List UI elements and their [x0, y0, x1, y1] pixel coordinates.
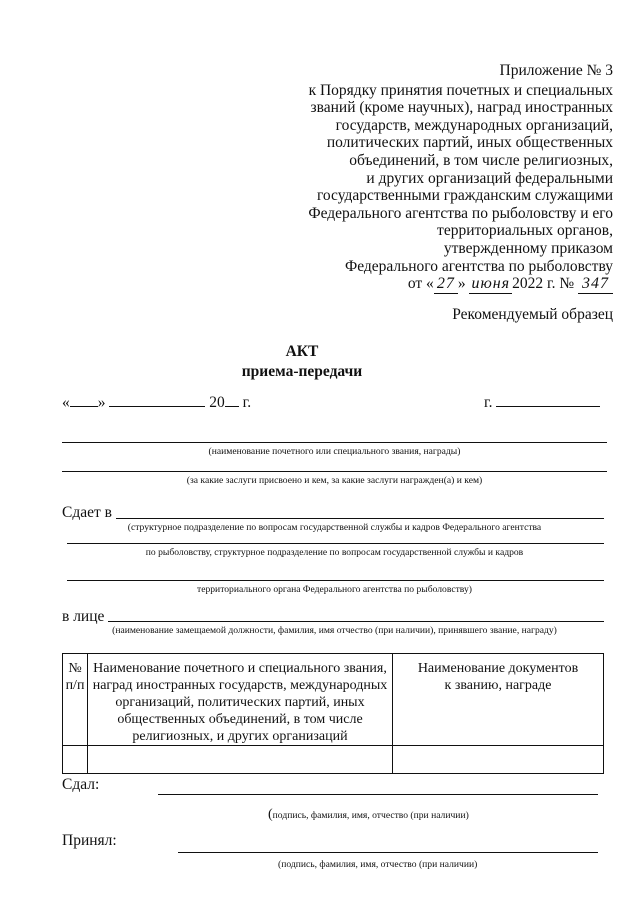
header-line: территориальных органов, [437, 222, 613, 240]
recommended-sample-label: Рекомендуемый образец [452, 306, 613, 323]
in-person-line[interactable] [108, 621, 604, 622]
header-line: государств, международных организаций, [335, 116, 613, 134]
gave-signature-caption: (подпись, фамилия, имя, отчество (при наличии) [268, 807, 469, 822]
header-line: званий (кроме научных), наград иностранных [310, 99, 613, 117]
appendix-header [308, 62, 613, 294]
gave-signature-line[interactable] [158, 794, 598, 795]
order-month: июня [471, 275, 511, 293]
merits-caption: (за какие заслуги присвоено и кем, за какие заслуги награжден(а) и кем) [186, 475, 483, 486]
city-line: г. [484, 394, 600, 412]
dept-caption-1: (структурное подразделение по вопросам государственной службы и кадров Федерального агентства [127, 522, 542, 533]
handover-line-2[interactable] [67, 543, 604, 544]
header-line: к Порядку принятия почетных и специальных [308, 81, 613, 99]
header-line: утвержденному приказом [443, 239, 613, 257]
dept-caption-3: территориального органа Федерального агентства по рыболовству) [197, 584, 472, 595]
header-line: Федерального агентства по рыболовству [344, 257, 613, 275]
order-day: 27 [434, 275, 458, 294]
handover-line-3[interactable] [67, 580, 604, 581]
award-name-line[interactable] [62, 442, 607, 443]
day-blank[interactable] [70, 406, 98, 407]
award-name-caption: (наименование почетного или специального звания, награды) [208, 446, 461, 457]
date-line: « » 20 г. [62, 394, 252, 411]
header-award-name: Наименование почетного и специального звания, наград иностранных государств, международных организаций, политических партий, иных общественных объединений, в том числе религиозных, и других организаций [88, 654, 393, 746]
month-blank[interactable] [109, 406, 205, 407]
header-line: и других организаций федеральными [366, 169, 613, 187]
header-line: политических партий, иных общественных [326, 134, 613, 152]
header-line: Федерального агентства по рыболовству и его [308, 204, 613, 222]
in-person-label: в лице [62, 608, 105, 625]
appendix-number: Приложение № 3 [499, 62, 613, 79]
handover-label: Сдает в [62, 504, 112, 521]
merits-line[interactable] [62, 471, 607, 472]
empty-cell[interactable] [88, 746, 393, 774]
order-reference: от « 27 » июня 2022 г. № 347 [308, 275, 613, 294]
header-documents: Наименование документов к званию, награде [393, 654, 604, 746]
order-number: 347 [578, 275, 613, 294]
handover-line-1[interactable] [116, 518, 604, 519]
empty-cell[interactable] [63, 746, 88, 774]
header-number: № п/п [63, 654, 88, 746]
empty-cell[interactable] [393, 746, 604, 774]
document-subtitle: приема-передачи [241, 363, 363, 380]
gave-label: Сдал: [62, 776, 100, 793]
items-table [62, 653, 604, 774]
year-blank[interactable] [225, 406, 239, 407]
dept-caption-2: по рыболовству, структурное подразделение по вопросам государственной службы и кадров [145, 547, 524, 558]
header-line: объединений, в том числе религиозных, [349, 151, 613, 169]
header-line: государственными гражданским служащими [316, 187, 613, 205]
table-header-row [63, 654, 604, 746]
document-title: АКТ [285, 343, 319, 360]
received-signature-caption: (подпись, фамилия, имя, отчество (при наличии) [278, 859, 478, 870]
received-signature-line[interactable] [178, 852, 598, 853]
person-caption: (наименование замещаемой должности, фамилия, имя отчество (при наличии), принявшего звание, награду) [112, 625, 557, 636]
city-blank[interactable] [496, 406, 600, 407]
received-label: Принял: [62, 832, 117, 849]
table-row [63, 746, 604, 774]
